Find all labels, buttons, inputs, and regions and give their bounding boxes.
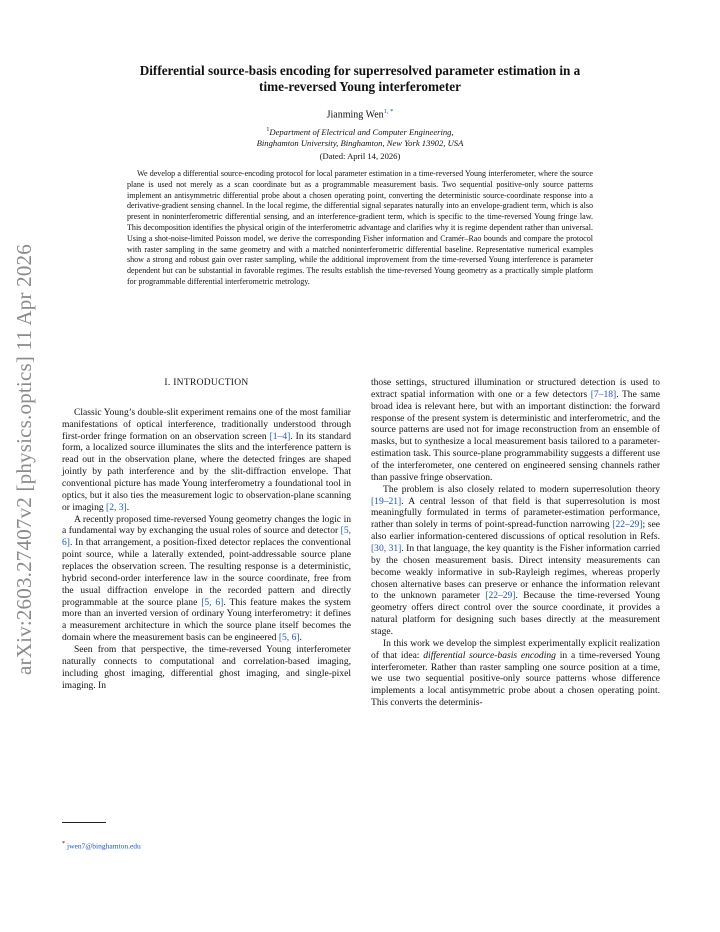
citation[interactable]: [22–29] (485, 590, 516, 602)
dated: (Dated: April 14, 2026) (319, 151, 401, 161)
section-heading: I. INTRODUCTION (164, 378, 249, 388)
intro-paragraph-5: In this work we develop the simplest experimentally explicit realization of that idea: differential source-basis encoding in a time-reversed Young interferometer. Rather than raster sampling one source position at a time, we use two sequential positive-only source patterns whose difference implements a local antisymmetric probe about a chosen operating point. This converts the determinis- (371, 637, 661, 709)
citation[interactable]: [5, 6] (62, 525, 351, 549)
citation[interactable]: [1–4] (269, 430, 291, 442)
intro-paragraph-4: The problem is also closely related to modern superresolution theory [19–21]. A central lesson of that field is that superresolution is most meaningfully formulated in terms of parameter-estimation performance, rather than solely in terms of point-spread-function narrowing [22–29]; see also earlier information-centered discussions of optical resolution in Refs. [30, 31]. In that language, the key quantity is the Fisher information carried by the chosen measurement basis. Direct intensity measurements can become weakly informative in sub-Rayleigh regimes, whereas properly chosen alternative bases can preserve or enhance the information relevant to the unknown parameter [22–29]. Because the time-reversed Young geometry offers direct control over the source coordinate, it provides a natural platform for designing such bases directly at the measurement stage. (371, 483, 660, 638)
intro-paragraph-2: A recently proposed time-reversed Young geometry changes the logic in a fundamental way by exchanging the usual roles of source and detector [5, 6]. In that arrangement, a position-fixed detector replaces the conventional point source, while a laterally extended, point-addressable source plane replaces the observation screen. The resulting response is a deterministic, hybrid second-order interference law in the source coordinate, free from the usual diffraction envelope in the recorded pattern and directly programmable at the source plane [5, 6]. This feature makes the system more than an inverted version of ordinary Young interferometry: it defines a measurement architecture in which the source plane itself becomes the domain where the measurement basis can be engineered [5, 6]. (62, 513, 351, 644)
citation[interactable]: [30, 31] (371, 543, 402, 555)
footnote (62, 840, 141, 851)
affil-line-1: Department of Electrical and Computer Engineering, (269, 126, 454, 137)
affil-line-2: Binghamton University, Binghamton, New York 13902, USA (256, 137, 464, 148)
citation[interactable]: [22–29] (612, 519, 643, 531)
right-column (371, 377, 660, 709)
citation[interactable]: [5, 6] (201, 596, 224, 608)
footnote-rule (62, 822, 106, 823)
arxiv-stamp: arXiv:2603.27407v2 [physics.optics] 11 Apr 2026 (12, 244, 36, 675)
author-name: Jianming Wen (326, 109, 384, 121)
title-line-2: time-reversed Young interferometer (259, 78, 461, 94)
abstract: We develop a differential source-encoding protocol for local parameter estimation in a time-reversed Young interferometer, where the source plane is used not merely as a scan coordinate but as a programmable measurement basis. Two sequential positive-only source patterns implement an antisymmetric differential probe about a chosen operating point, converting the deterministic source-coordinate response into a derivative-gradient sensing channel. In the local regime, the differential signal separates naturally into an envelope-gradient term, which is also present in noninterferometric differential sensing, and an interference-gradient term, which is specific to the time-reversed Young fringe law. This decomposition identifies the physical origin of the interferometric advantage and clarifies why it is regime dependent rather than universal. Using a shot-noise-limited Poisson model, we derive the corresponding Fisher information and Cramér–Rao bounds and compare the protocol with raster sampling in the same geometry and with a matched noninterferometric differential baseline. Representative numerical examples show a strong and robust gain over raster sampling, while the additional improvement from the time-reversed Young interference is parameter dependent but can be substantial in favorable regimes. The results establish the time-reversed Young geometry as a practically simple platform for programmable differential interferometric metrology. (127, 169, 593, 286)
paper-title (80, 63, 640, 94)
citation[interactable]: [5, 6] (278, 632, 300, 644)
title-line-1: Differential source-basis encoding for superresolved parameter estimation in a (139, 63, 581, 78)
left-column (62, 378, 351, 691)
author (80, 108, 640, 120)
intro-paragraph-1: Classic Young’s double-slit experiment remains one of the most familiar manifestations of optical interference, traditionally understood through first-order fringe formation on an observation screen [1–4]. In its standard form, a localized source illuminates the slits and the interference pattern is read out in the observation plane, where the detected fringes are shaped jointly by path interference and by the slit-diffraction envelope. That conventional picture has made Young interferometry a foundational tool in optics, but it also ties the measurement logic to observation-plane scanning or imaging [2, 3]. (62, 406, 351, 513)
email-link[interactable]: jwen7@binghamton.edu (67, 841, 141, 851)
affil-mark: 1 (266, 127, 270, 133)
emphasis: differential source-basis encoding (423, 649, 556, 661)
citation[interactable]: [2, 3] (106, 501, 127, 513)
intro-paragraph-3-cont: those settings, structured illumination or structured detection is used to extract spatial information with one or a few detectors [7–18]. The same broad idea is relevant here, but with an important distinction: the forward response of the present system is deterministic and interferometric, and the source patterns are used not for image reconstruction from an ensemble of masks, but to synthesize a local measurement basis tailored to a parameter-estimation task. This source-plane programmability suggests a different use of the interferometer, one centered on engineered sensing channels rather than passive fringe observation. (371, 377, 660, 483)
author-marks[interactable]: 1, * (383, 108, 394, 115)
footnote-mark: * (62, 840, 66, 847)
citation[interactable]: [19–21] (371, 495, 402, 507)
intro-paragraph-3: Seen from that perspective, the time-reversed Young interferometer naturally connects to computational and correlation-based imaging, including ghost imaging, differential ghost imaging, and single-pixel imaging. In (62, 644, 351, 691)
affiliation (80, 125, 640, 149)
citation[interactable]: [7–18] (590, 388, 617, 400)
